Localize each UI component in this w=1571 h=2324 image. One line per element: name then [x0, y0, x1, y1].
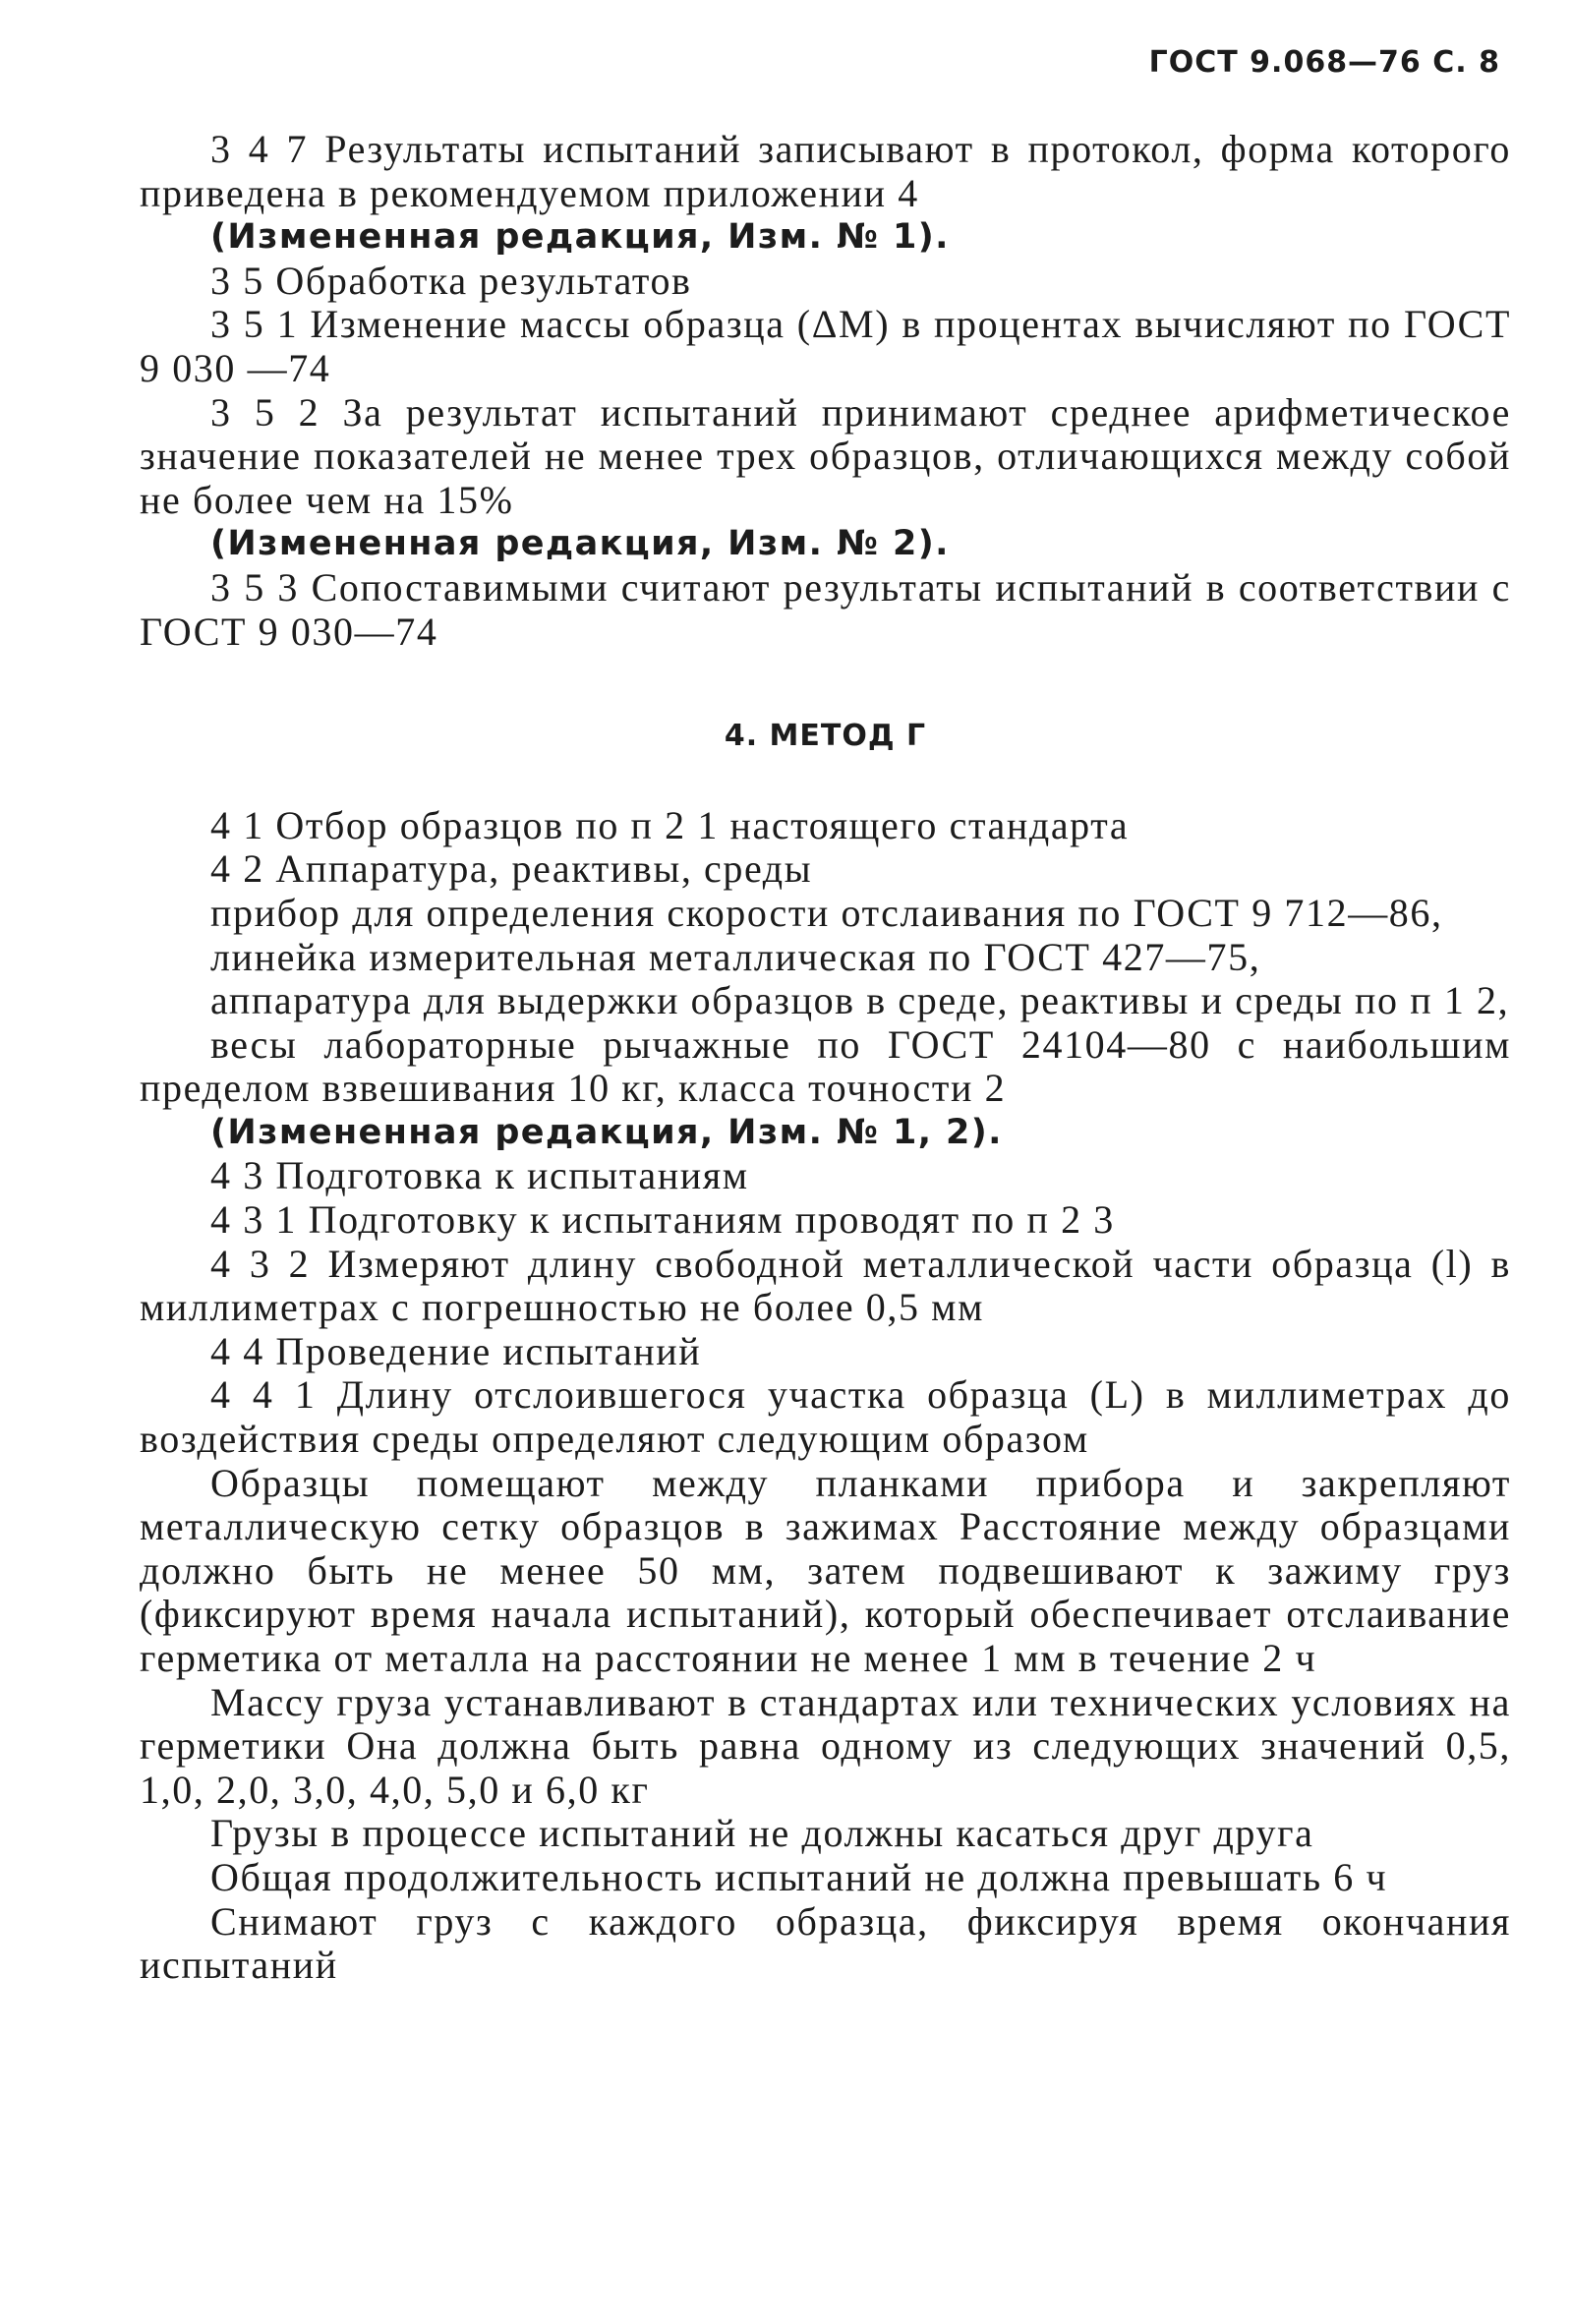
paragraph: Образцы помещают между планками прибора и закрепляют металлическую сетку образцов в зажимах Расстояние между образцами должно быть не менее 50 мм, затем подвешивают к зажиму груз (фиксируют время начала испытаний), который обеспечивает отслаивание герметика от металла на расстоянии не менее 1 мм в течение 2 ч: [140, 1460, 1511, 1680]
paragraph: Снимают груз с каждого образца, фиксируя время окончания испытаний: [140, 1898, 1511, 1988]
paragraph: Общая продолжительность испытаний не должна превышать 6 ч: [210, 1854, 1388, 1899]
section-3-continuation: [140, 128, 1511, 654]
paragraph: 3 4 7 Результаты испытаний записывают в протокол, форма которого приведена в рекомендуемом приложении 4: [140, 127, 1511, 215]
section-4-body: [140, 804, 1511, 1988]
paragraph: Массу груза устанавливают в стандартах или технических условиях на герметики Она должна быть равна одному из следующих значений 0,5, 1,0, 2,0, 3,0, 4,0, 5,0 и 6,0 кг: [140, 1679, 1511, 1812]
paragraph: 4 3 1 Подготовку к испытаниям проводят по п 2 3: [210, 1197, 1115, 1243]
paragraph: 4 2 Аппаратура, реактивы, среды: [210, 846, 813, 892]
paragraph: 4 4 Проведение испытаний: [210, 1328, 702, 1373]
paragraph: 4 4 1 Длину отслоившегося участка образца (L) в миллиметрах до воздействия среды определяют следующим образом: [140, 1372, 1511, 1462]
paragraph: линейка измерительная металлическая по ГОСТ 427—75,: [210, 934, 1261, 979]
paragraph: аппаратура для выдержки образцов в среде, реактивы и среды по п 1 2,: [210, 978, 1510, 1023]
running-header: ГОСТ 9.068—76 С. 8: [1148, 45, 1500, 80]
paragraph: 3 5 2 За результат испытаний принимают среднее арифметическое значение показателей не менее трех образцов, отличающихся между собой не более чем на 15%: [140, 389, 1511, 522]
amendment-note: (Измененная редакция, Изм. № 2).: [210, 524, 950, 564]
amendment-note: (Измененная редакция, Изм. № 1, 2).: [210, 1112, 1003, 1152]
paragraph: Грузы в процессе испытаний не должны касаться друг друга: [210, 1811, 1314, 1856]
paragraph: весы лабораторные рычажные по ГОСТ 24104—80 с наибольшим пределом взвешивания 10 кг, класса точности 2: [140, 1021, 1511, 1111]
paragraph: 3 5 Обработка результатов: [210, 258, 692, 303]
paragraph: 4 3 Подготовка к испытаниям: [210, 1153, 749, 1198]
paragraph: 3 5 3 Сопоставимыми считают результаты испытаний в соответствии с ГОСТ 9 030—74: [140, 564, 1511, 654]
section-title: 4. МЕТОД Г: [724, 719, 927, 754]
paragraph: 4 3 2 Измеряют длину свободной металлической части образца (l) в миллиметрах с погрешностью не более 0,5 мм: [140, 1241, 1511, 1330]
amendment-note: (Измененная редакция, Изм. № 1).: [210, 217, 950, 258]
paragraph: 4 1 Отбор образцов по п 2 1 настоящего стандарта: [210, 802, 1130, 847]
paragraph: 3 5 1 Изменение массы образца (ΔM) в процентах вычисляют по ГОСТ 9 030 —74: [140, 302, 1511, 390]
page-body: [140, 128, 1511, 1988]
paragraph: прибор для определения скорости отслаивания по ГОСТ 9 712—86,: [210, 890, 1443, 935]
